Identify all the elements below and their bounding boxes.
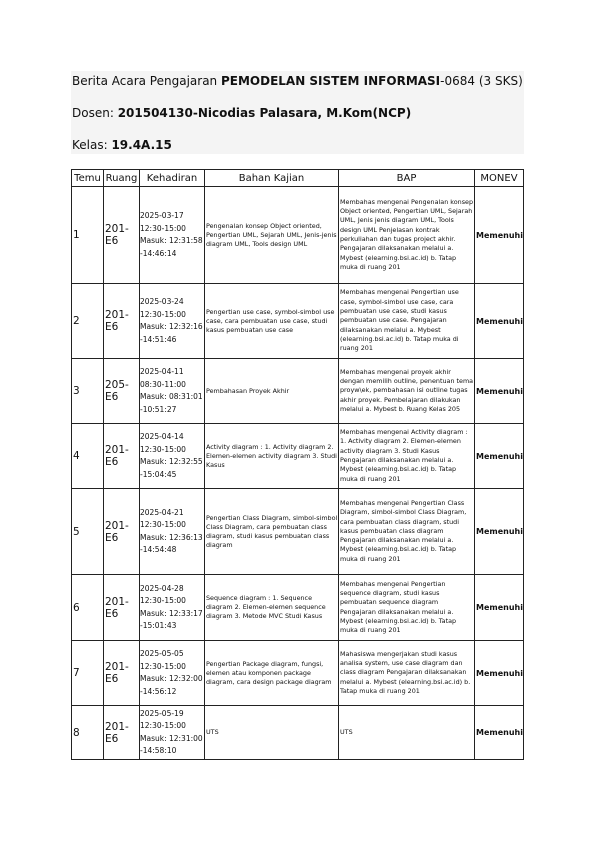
attendance-time: 12:30-15:00 (140, 661, 186, 671)
attendance-check-out: -15:01:43 (140, 621, 177, 630)
cell-bap: Membahas mengenai proyek akhir dengan memilih outline, penentuan tema proyw\ek, pembahasan isi outline tugas akhir proyek. Pembelajaran dilakukan melalui a. Mybest b. Ruang Kelas 205 (339, 359, 475, 424)
attendance-time: 08:30-11:00 (140, 379, 186, 389)
course-code: -0684 (3 SKS) (440, 74, 523, 88)
cell-monev: Memenuhi (475, 187, 524, 284)
table-header-row (72, 170, 524, 187)
table-row (72, 284, 524, 359)
col-header-monev: MONEV (475, 170, 524, 187)
cell-temu: 8 (72, 706, 104, 760)
cell-bap: UTS (339, 706, 475, 760)
attendance-check-in: Masuk: 08:31:01 (140, 392, 203, 401)
cell-ruang: 201-E6 (104, 187, 140, 284)
cell-bahan-kajian: Pengertian Class Diagram, simbol-simbol Class Diagram, cara pembuatan class diagram, studi kasus pembuatan class diagram (205, 489, 339, 575)
attendance-check-in: Masuk: 12:32:16 (140, 322, 203, 331)
attendance-date: 2025-04-28 (140, 583, 184, 593)
attendance-date: 2025-04-21 (140, 507, 184, 517)
attendance-check-in: Masuk: 12:33:17 (140, 608, 203, 618)
attendance-date: 2025-05-19 (140, 708, 184, 718)
attendance-check-out: -14:54:48 (140, 545, 177, 554)
attendance-check-out: -10:51:27 (140, 404, 177, 414)
table-row (72, 706, 524, 760)
cell-temu: 4 (72, 424, 104, 489)
cell-bahan-kajian: Pengertian Package diagram, fungsi, elemen atau komponen package diagram, cara design package diagram (205, 641, 339, 706)
cell-kehadiran (140, 575, 205, 641)
cell-bap: Membahas mengenai Activity diagram : 1. Activity diagram 2. Elemen-elemen activity diagram 3. Studi Kasus Pengajaran dilaksanakan melalui a. Mybest (elearning.bsi.ac.id) b. Tatap muka di ruang 201 (339, 424, 475, 489)
cell-ruang: 201-E6 (104, 575, 140, 641)
class-line (72, 138, 172, 152)
cell-temu: 5 (72, 489, 104, 575)
cell-bahan-kajian: Sequence diagram : 1. Sequence diagram 2. Elemen-elemen sequence diagram 3. Metode MVC Studi Kasus (205, 575, 339, 641)
cell-bahan-kajian: UTS (205, 706, 339, 760)
lecturer-label: Dosen: (72, 106, 118, 120)
lecturer-name: 201504130-Nicodias Palasara, M.Kom(NCP) (117, 106, 412, 120)
cell-temu: 2 (72, 284, 104, 359)
cell-bahan-kajian: Pengenalan konsep Object oriented, Pengertian UML, Sejarah UML, Jenis-jenis diagram UML, Tools design UML (205, 187, 339, 284)
attendance-table (71, 169, 524, 760)
attendance-check-out: -15:04:45 (140, 469, 177, 479)
attendance-date: 2025-05-05 (140, 649, 184, 658)
cell-kehadiran (140, 284, 205, 359)
attendance-time: 12:30-15:00 (140, 444, 186, 454)
attendance-check-out: -14:51:46 (140, 334, 177, 344)
attendance-date: 2025-04-11 (140, 367, 184, 376)
cell-monev: Memenuhi (475, 359, 524, 424)
attendance-date: 2025-03-17 (140, 211, 184, 220)
cell-bahan-kajian: Pembahasan Proyek Akhir (205, 359, 339, 424)
col-header-kehadiran: Kehadiran (140, 170, 205, 187)
col-header-temu: Temu (72, 170, 104, 187)
table-row (72, 187, 524, 284)
cell-monev: Memenuhi (475, 575, 524, 641)
attendance-date: 2025-03-24 (140, 297, 184, 306)
cell-kehadiran (140, 359, 205, 424)
course-name: PEMODELAN SISTEM INFORMASI (220, 74, 441, 88)
attendance-time: 12:30-15:00 (140, 520, 186, 529)
class-label: Kelas: (72, 138, 112, 152)
table-row (72, 575, 524, 641)
attendance-date: 2025-04-14 (140, 432, 184, 441)
cell-bap: Membahas mengenai Pengertian use case, symbol-simbol use case, cara pembuatan use case, studi kasus pembuatan use case. Pengajaran dilaksanakan melalui a. Mybest (elearning.bsi.ac.id) b. Tatap muka di ruang 201 (339, 284, 475, 359)
cell-bap: Mahasiswa mengerjakan studi kasus analisa system, use case diagram dan class diagram Pengajaran dilaksanakan melalui a. Mybest (elearning.bsi.ac.id) b. Tatap muka di ruang 201 (339, 641, 475, 706)
cell-ruang: 201-E6 (104, 641, 140, 706)
attendance-check-out: -14:46:14 (140, 248, 177, 258)
class-value: 19.4A.15 (111, 138, 172, 152)
col-header-bahan-kajian: Bahan Kajian (205, 170, 339, 187)
cell-kehadiran (140, 641, 205, 706)
cell-kehadiran (140, 424, 205, 489)
attendance-time: 12:30-15:00 (140, 309, 186, 319)
table-row (72, 424, 524, 489)
table-row (72, 489, 524, 575)
attendance-check-in: Masuk: 12:31:00 (140, 733, 203, 743)
table-row (72, 641, 524, 706)
col-header-bap: BAP (339, 170, 475, 187)
cell-monev: Memenuhi (475, 424, 524, 489)
cell-monev: Memenuhi (475, 641, 524, 706)
lecturer-line (72, 106, 411, 120)
col-header-ruang: Ruang (104, 170, 140, 187)
cell-ruang: 201-E6 (104, 489, 140, 575)
attendance-time: 12:30-15:00 (140, 721, 186, 730)
cell-temu: 6 (72, 575, 104, 641)
attendance-check-in: Masuk: 12:32:00 (140, 674, 203, 683)
table-row (72, 359, 524, 424)
attendance-check-in: Masuk: 12:36:13 (140, 532, 203, 542)
cell-bap: Membahas mengenai Pengertian Class Diagram, simbol-simbol Class Diagram, cara pembuatan class diagram, studi kasus pembuatan class diagram Pengajaran dilaksanakan melalui a. Mybest (elearning.bsi.ac.id) b. Tatap muka di ruang 201 (339, 489, 475, 575)
cell-monev: Memenuhi (475, 489, 524, 575)
cell-bap: Membahas mengenai Pengertian sequence diagram, studi kasus pembuatan sequence diagram Pengajaran dilaksanakan melalui a. Mybest (elearning.bsi.ac.id) b. Tatap muka di ruang 201 (339, 575, 475, 641)
cell-ruang: 201-E6 (104, 284, 140, 359)
cell-ruang: 205-E6 (104, 359, 140, 424)
attendance-check-in: Masuk: 12:31:58 (140, 236, 203, 245)
title-prefix: Berita Acara Pengajaran (72, 74, 221, 88)
cell-bahan-kajian: Activity diagram : 1. Activity diagram 2. Elemen-elemen activity diagram 3. Studi Kasus (205, 424, 339, 489)
cell-monev: Memenuhi (475, 284, 524, 359)
cell-temu: 3 (72, 359, 104, 424)
attendance-time: 12:30-15:00 (140, 223, 186, 233)
document-title (72, 74, 523, 88)
attendance-check-out: -14:58:10 (140, 746, 177, 755)
cell-kehadiran (140, 706, 205, 760)
cell-kehadiran (140, 187, 205, 284)
cell-kehadiran (140, 489, 205, 575)
cell-ruang: 201-E6 (104, 424, 140, 489)
attendance-time: 12:30-15:00 (140, 596, 186, 605)
cell-monev: Memenuhi (475, 706, 524, 760)
attendance-check-out: -14:56:12 (140, 686, 177, 696)
cell-temu: 7 (72, 641, 104, 706)
cell-bap: Membahas mengenai Pengenalan konsep Object oriented, Pengertian UML, Sejarah UML, Jenis jenis diagram UML, Tools design UML Penjelasan kontrak perkuliahan dan tugas project akhir. Pengajaran dilaksanakan melalui a. Mybest (elearning.bsi.ac.id) b. Tatap muka di ruang 201 (339, 187, 475, 284)
cell-temu: 1 (72, 187, 104, 284)
cell-bahan-kajian: Pengertian use case, symbol-simbol use case, cara pembuatan use case, studi kasus pembuatan use case (205, 284, 339, 359)
attendance-check-in: Masuk: 12:32:55 (140, 457, 203, 466)
cell-ruang: 201-E6 (104, 706, 140, 760)
